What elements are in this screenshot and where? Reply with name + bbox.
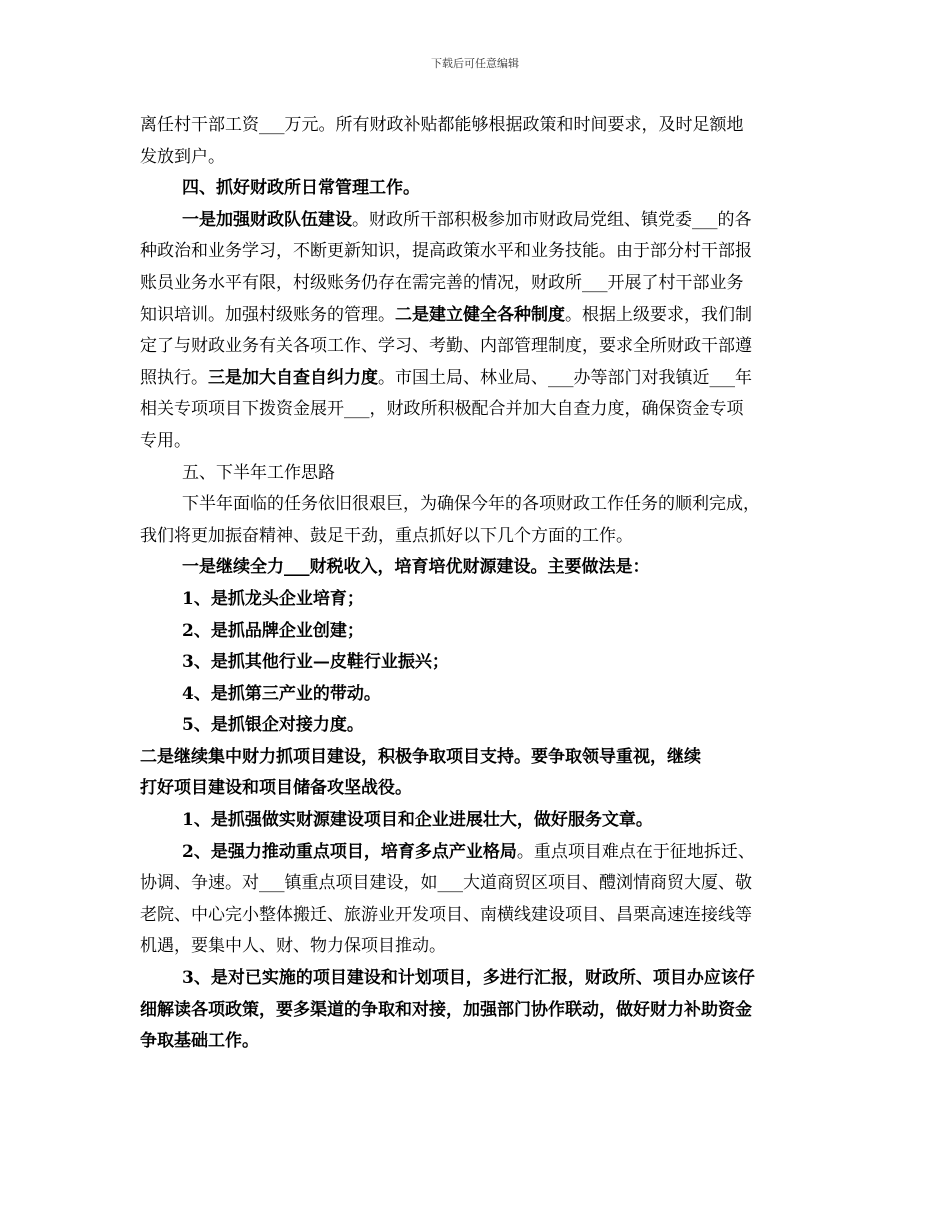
- list-item: 2、是抓品牌企业创建；: [182, 620, 364, 641]
- paragraph-line: 3、是对已实施的项目建设和计划项目，多进行汇报，财政所、项目办应该仔: [182, 968, 755, 989]
- subsection-heading-2-cont: 打好项目建设和项目储备攻坚战役。: [140, 778, 412, 799]
- text-run: 。根据上级要求，我们制: [565, 304, 752, 325]
- paragraph-line: [140, 837, 816, 869]
- subsection-heading-1: 一是继续全力___财税收入，培育培优财源建设。主要做法是：: [182, 557, 650, 578]
- paragraph-line: 发放到户。: [140, 146, 225, 167]
- paragraph-line: 离任村干部工资___万元。所有财政补贴都能够根据政策和时间要求，及时足额地: [140, 115, 744, 135]
- paragraph-line: 定了与财政业务有关各项工作、学习、考勤、内部管理制度，要求全所财政干部遵: [140, 336, 752, 357]
- paragraph-line: 细解读各项政策，要多渠道的争取和对接，加强部门协作联动，做好财力补助资金: [140, 999, 752, 1020]
- text-run: 照执行。: [140, 367, 208, 388]
- document-body: [140, 110, 816, 1058]
- subsection-heading-2: 二是继续集中财力抓项目建设，积极争取项目支持。要争取领导重视，继续: [140, 746, 701, 767]
- bold-phrase: 一是加强财政队伍建设: [182, 209, 352, 230]
- text-run: 知识培训。加强村级账务的管理。: [140, 304, 395, 325]
- page-header: 下载后可任意编辑: [431, 57, 519, 70]
- list-item: 4、是抓第三产业的带动。: [182, 683, 381, 704]
- bold-phrase: 三是加大自查自纠力度: [208, 367, 378, 388]
- paragraph-line: 专用。: [140, 430, 191, 451]
- bold-phrase: 2、是强力推动重点项目，培育多点产业格局: [182, 841, 517, 862]
- text-run: 。重点项目难点在于征地拆迁、: [516, 841, 755, 862]
- paragraph-line: [140, 205, 816, 237]
- paragraph-line: 协调、争速。对___镇重点项目建设，如___大道商贸区项目、醴浏情商贸大厦、敬: [140, 873, 752, 894]
- list-item: 5、是抓银企对接力度。: [182, 715, 364, 736]
- list-item: 3、是抓其他行业—皮鞋行业振兴；: [182, 652, 449, 673]
- text-run: 。财政所干部积极参加市财政局党组、镇党委___的各: [352, 209, 752, 230]
- paragraph-line: [140, 300, 816, 332]
- list-item: 1、是抓龙头企业培育；: [182, 588, 364, 609]
- list-item: 1、是抓强做实财源建设项目和企业进展壮大，做好服务文章。: [182, 810, 653, 831]
- paragraph-line: 机遇，要集中人、财、物力保项目推动。: [140, 936, 446, 957]
- paragraph-line: 下半年面临的任务依旧很艰巨，为确保今年的各项财政工作任务的顺利完成，: [182, 494, 760, 515]
- section-heading-5: 五、下半年工作思路: [182, 462, 335, 483]
- paragraph-line: 老院、中心完小整体搬迁、旅游业开发项目、南横线建设项目、昌栗高速连接线等: [140, 904, 752, 925]
- paragraph-line: 相关专项项目下拨资金展开___，财政所积极配合并加大自查力度，确保资金专项: [140, 399, 744, 420]
- section-heading-4: 四、抓好财政所日常管理工作。: [182, 178, 420, 199]
- bold-phrase: 二是建立健全各种制度: [395, 304, 565, 325]
- paragraph-line: 种政治和业务学习，不断更新知识，提高政策水平和业务技能。由于部分村干部报: [140, 241, 752, 262]
- paragraph-line: 我们将更加振奋精神、鼓足干劲，重点抓好以下几个方面的工作。: [140, 525, 633, 546]
- paragraph-line: [140, 363, 816, 395]
- paragraph-line: 争取基础工作。: [140, 1031, 259, 1052]
- text-run: 。市国土局、林业局、___办等部门对我镇近___年: [378, 367, 752, 388]
- paragraph-line: 账员业务水平有限，村级账务仍存在需完善的情况，财政所___开展了村干部业务: [140, 272, 744, 293]
